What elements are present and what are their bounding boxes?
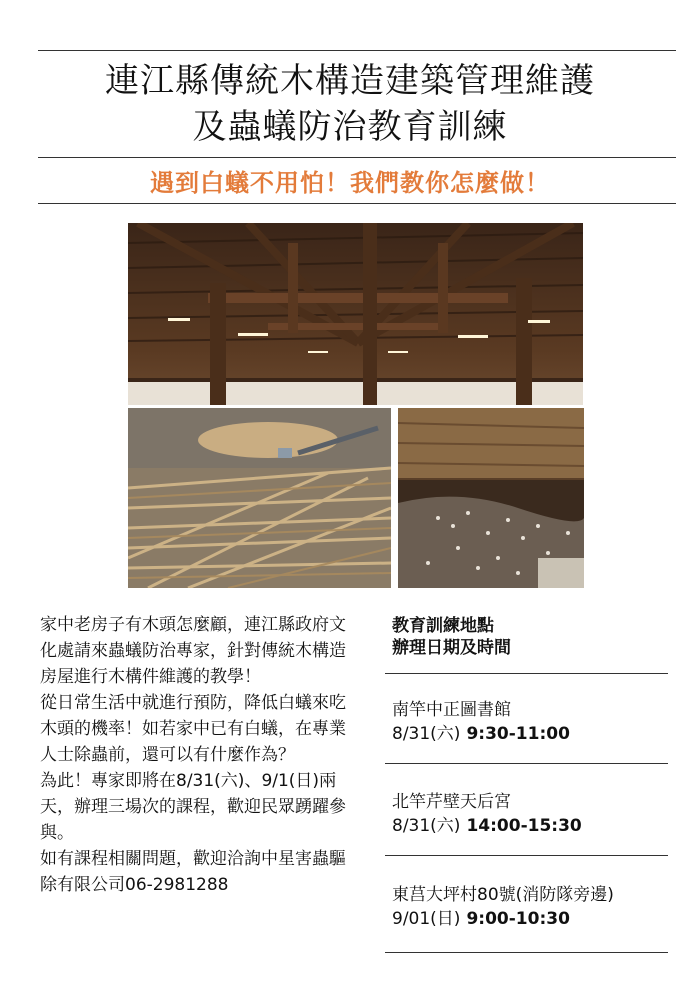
description — [40, 612, 358, 898]
location-place: 北竿芹壁天后宮 — [392, 792, 511, 812]
info-rule-3 — [385, 855, 668, 856]
title-bottom-rule — [38, 157, 676, 158]
location-place: 南竿中正圖書館 — [392, 700, 511, 720]
title-line-1: 連江縣傳統木構造建築管理維護 — [105, 61, 595, 101]
location-time: 9:30-11:00 — [466, 724, 570, 744]
description-paragraph: 家中老房子有木頭怎麼顧，連江縣政府文化處請來蟲蟻防治專家，針對傳統木構造房屋進行木構件維護的教學！ — [40, 615, 346, 687]
info-heading-datetime: 辦理日期及時間 — [392, 638, 511, 658]
location-date: 8/31(六) — [392, 816, 461, 836]
info-rule-2 — [385, 763, 668, 764]
info-rule-1 — [385, 673, 668, 674]
info-rule-4 — [385, 952, 668, 953]
location-time: 14:00-15:30 — [466, 816, 582, 836]
location-time: 9:00-10:30 — [466, 909, 570, 929]
location-item — [392, 883, 614, 931]
info-heading-location: 教育訓練地點 — [392, 616, 494, 636]
wooden-roof-photo — [128, 223, 583, 405]
page-title — [0, 58, 700, 150]
description-paragraph: 如有課程相關問題，歡迎洽詢中星害蟲驅除有限公司06-2981288 — [40, 849, 346, 895]
slogan: 遇到白蟻不用怕！我們教你怎麼做！ — [150, 169, 550, 197]
description-paragraph: 為此！專家即將在8/31(六)、9/1(日)兩天，辦理三場次的課程，歡迎民眾踴躍參與。 — [40, 771, 346, 843]
location-date: 8/31(六) — [392, 724, 461, 744]
termites-photo — [398, 408, 584, 588]
slogan-bottom-rule — [38, 203, 676, 204]
termite-debris-photo — [128, 408, 391, 588]
top-rule — [38, 50, 676, 51]
info-heading — [392, 615, 511, 659]
location-item — [392, 790, 582, 838]
title-line-2: 及蟲蟻防治教育訓練 — [192, 107, 508, 147]
description-paragraph: 從日常生活中就進行預防，降低白蟻來吃木頭的機率！如若家中已有白蟻，在專業人士除蟲前，還可以有什麼作為？ — [40, 693, 346, 765]
location-item — [392, 698, 570, 746]
location-date: 9/01(日) — [392, 909, 461, 929]
location-place: 東莒大坪村80號(消防隊旁邊) — [392, 885, 614, 905]
